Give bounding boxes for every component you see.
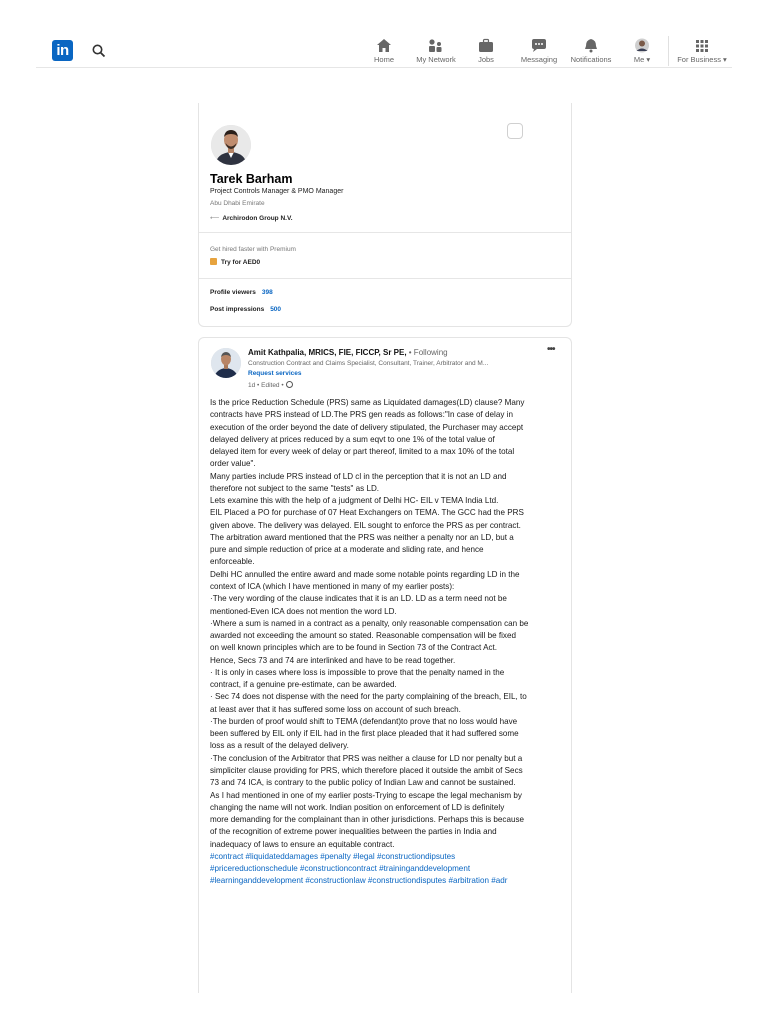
hashtag-line[interactable]: #learninganddevelopment #constructionlaw #constructiondisputes #arbitration #adr	[210, 876, 508, 886]
post-text-line: of the recognition of extreme power inequalities between the parties in India and	[210, 827, 497, 837]
edit-profile-button[interactable]	[507, 123, 523, 139]
post-body	[210, 397, 566, 888]
post-text-line: more demanding for the complainant than in other jurisdictions. Perhaps this is because	[210, 815, 525, 825]
post-meta: 1d • Edited •	[248, 381, 293, 389]
nav-messaging[interactable]: Messaging	[519, 38, 559, 66]
post-text-line: EIL Placed a PO for purchase of 07 Heat Exchangers on TEMA. The GCC had the PRS	[210, 508, 524, 518]
profile-card	[198, 103, 572, 327]
search-icon[interactable]	[91, 43, 107, 59]
chat-icon	[530, 38, 548, 53]
post-text-line: delayed delivery at prices reduced by a sum eqvt to one 1% of the total value of	[210, 434, 495, 444]
bell-icon	[582, 38, 600, 53]
post-text-line: Hence, Secs 73 and 74 are interlinked and have to be read together.	[210, 655, 456, 665]
more-options-button[interactable]: •••	[547, 344, 555, 355]
post-text-line: enforceable.	[210, 557, 255, 567]
post-text-line: ·The burden of proof would shift to TEMA (defendant)to prove that no loss would have	[210, 716, 518, 726]
post-text-line: changing the name will not work. Indian position on enforcement of LD is definitely	[210, 802, 505, 812]
nav-divider	[668, 36, 669, 66]
post-text-line: Lets examine this with the help of a judgment of Delhi HC- EIL v TEMA India Ltd.	[210, 496, 499, 506]
post-text-line: · It is only in cases where loss is impossible to prove that the penalty named in the	[210, 667, 505, 677]
post-text-line: Many parties include PRS instead of LD cl in the perception that it is not an LD and	[210, 471, 507, 481]
hashtag-line[interactable]: #pricereductionschedule #constructioncontract #traininganddevelopment	[210, 864, 471, 874]
nav-me[interactable]: Me ▾	[630, 38, 654, 66]
post-text-line: delayed item for every week of delay or part thereof, limited to a max 10% of the total	[210, 447, 515, 457]
network-icon	[427, 38, 445, 53]
profile-company[interactable]	[210, 214, 293, 222]
post-text	[210, 397, 566, 851]
post-text-line: simpliciter clause providing for PRS, which therefore placed it outside the ambit of Secs	[210, 765, 523, 775]
post-text-line: 73 and 74 ICA, is contrary to the public policy of Indian Law and cannot be sustained.	[210, 778, 516, 788]
profile-name[interactable]: Tarek Barham	[210, 172, 293, 186]
company-logo-icon: ⟵	[210, 215, 220, 222]
globe-icon	[286, 381, 293, 388]
post-text-line: mentioned-Even ICA does not mention the word LD.	[210, 606, 397, 616]
post-author[interactable]: Amit Kathpalia, MRICS, FIE, FICCP, Sr PE, • Following	[248, 348, 448, 357]
post-hashtags[interactable]	[210, 851, 566, 888]
premium-cta-link[interactable]: Try for AED0	[210, 258, 260, 266]
divider	[199, 278, 571, 279]
post-text-line: The arbitration award mentioned that the PRS was neither a penalty nor an LD, but a	[210, 532, 514, 542]
premium-promo-text: Get hired faster with Premium	[210, 246, 296, 253]
nav-home[interactable]: Home	[370, 38, 398, 66]
post-text-line: ·The very wording of the clause indicates that it is an LD. LD as a term need not be	[210, 594, 507, 604]
post-text-line: given above. The delivery was delayed. EIL sought to enforce the PRS as per contract.	[210, 520, 521, 530]
post-text-line: · Sec 74 does not dispense with the need for the party complaining of the breach, EIL, to	[210, 692, 527, 702]
post-text-line: ·The conclusion of the Arbitrator that PRS was neither a clause for LD nor penalty but a	[210, 753, 523, 763]
post-impressions-count: 500	[270, 306, 282, 313]
post-text-line: context of ICA (which I have mentioned in many of my earlier posts):	[210, 581, 455, 591]
post-text-line: execution of the order beyond the date of delivery stipulated, the Purchaser may accept	[210, 422, 524, 432]
following-status: • Following	[408, 348, 448, 357]
post-text-line: at least aver that it has suffered some loss on account of such breach.	[210, 704, 461, 714]
nav-for-business[interactable]: For Business ▾	[674, 38, 730, 66]
post-text-line: contract, if a genuine pre-estimate, can be awarded.	[210, 680, 397, 690]
grid-icon	[693, 38, 711, 53]
post-text-line: Delhi HC annulled the entire award and made some notable points regarding LD in the	[210, 569, 520, 579]
post-text-line: As I had mentioned in one of my earlier posts-Trying to escape the legal mechanism by	[210, 790, 522, 800]
linkedin-logo[interactable]: in	[52, 40, 73, 61]
request-services-link[interactable]: Request services	[248, 370, 302, 377]
hashtag-line[interactable]: #contract #liquidateddamages #penalty #legal #constructiondipsutes	[210, 851, 456, 861]
avatar-icon	[633, 38, 651, 53]
author-photo-icon	[211, 348, 241, 378]
post-text-line: awarded not exceeding the amount so stated. Reasonable compensation will be fixed	[210, 631, 516, 641]
top-nav-bar	[36, 34, 732, 68]
company-name: Archirodon Group N.V.	[222, 215, 293, 222]
post-text-line: pure and simple reduction of price at a moderate and sliding rate, and hence	[210, 545, 484, 555]
nav-jobs[interactable]: Jobs	[474, 38, 498, 66]
post-impressions-stat[interactable]: Post impressions 500	[210, 306, 282, 313]
profile-photo-icon	[211, 125, 251, 165]
profile-location: Abu Dhabi Emirate	[210, 200, 265, 207]
profile-viewers-stat[interactable]: Profile viewers 398	[210, 289, 273, 296]
profile-headline: Project Controls Manager & PMO Manager	[210, 188, 344, 195]
author-headline: Construction Contract and Claims Specialist, Consultant, Trainer, Arbitrator and M...	[248, 360, 489, 367]
post-text-line: therefore not subject to the same "tests" as LD.	[210, 483, 380, 493]
profile-avatar[interactable]	[211, 125, 251, 165]
nav-notifications[interactable]: Notifications	[568, 38, 614, 66]
home-icon	[375, 38, 393, 53]
post-text-line: ·Where a sum is named in a contract as a penalty, only reasonable compensation can be	[210, 618, 529, 628]
briefcase-icon	[477, 38, 495, 53]
post-text-line: contracts have PRS instead of LD.The PRS gen reads as follows:"In case of delay in	[210, 410, 513, 420]
feed-post	[198, 337, 572, 993]
premium-icon	[210, 258, 217, 265]
post-text-line: order value".	[210, 459, 256, 469]
post-text-line: inadequacy of laws to ensure an equitable contract.	[210, 839, 395, 849]
post-text-line: on well known principles which are to be found in Section 73 of the Contract Act.	[210, 643, 498, 653]
author-avatar[interactable]	[211, 348, 241, 378]
divider	[199, 232, 571, 233]
post-text-line: Is the price Reduction Schedule (PRS) same as Liquidated damages(LD) clause? Many	[210, 398, 525, 407]
profile-viewers-count: 398	[261, 289, 273, 296]
post-text-line: loss as a result of the delayed delivery.	[210, 741, 349, 751]
post-text-line: been suffered by EIL only if EIL had in the first place pleaded that it had suffered some	[210, 729, 519, 739]
nav-my-network[interactable]: My Network	[412, 38, 460, 66]
